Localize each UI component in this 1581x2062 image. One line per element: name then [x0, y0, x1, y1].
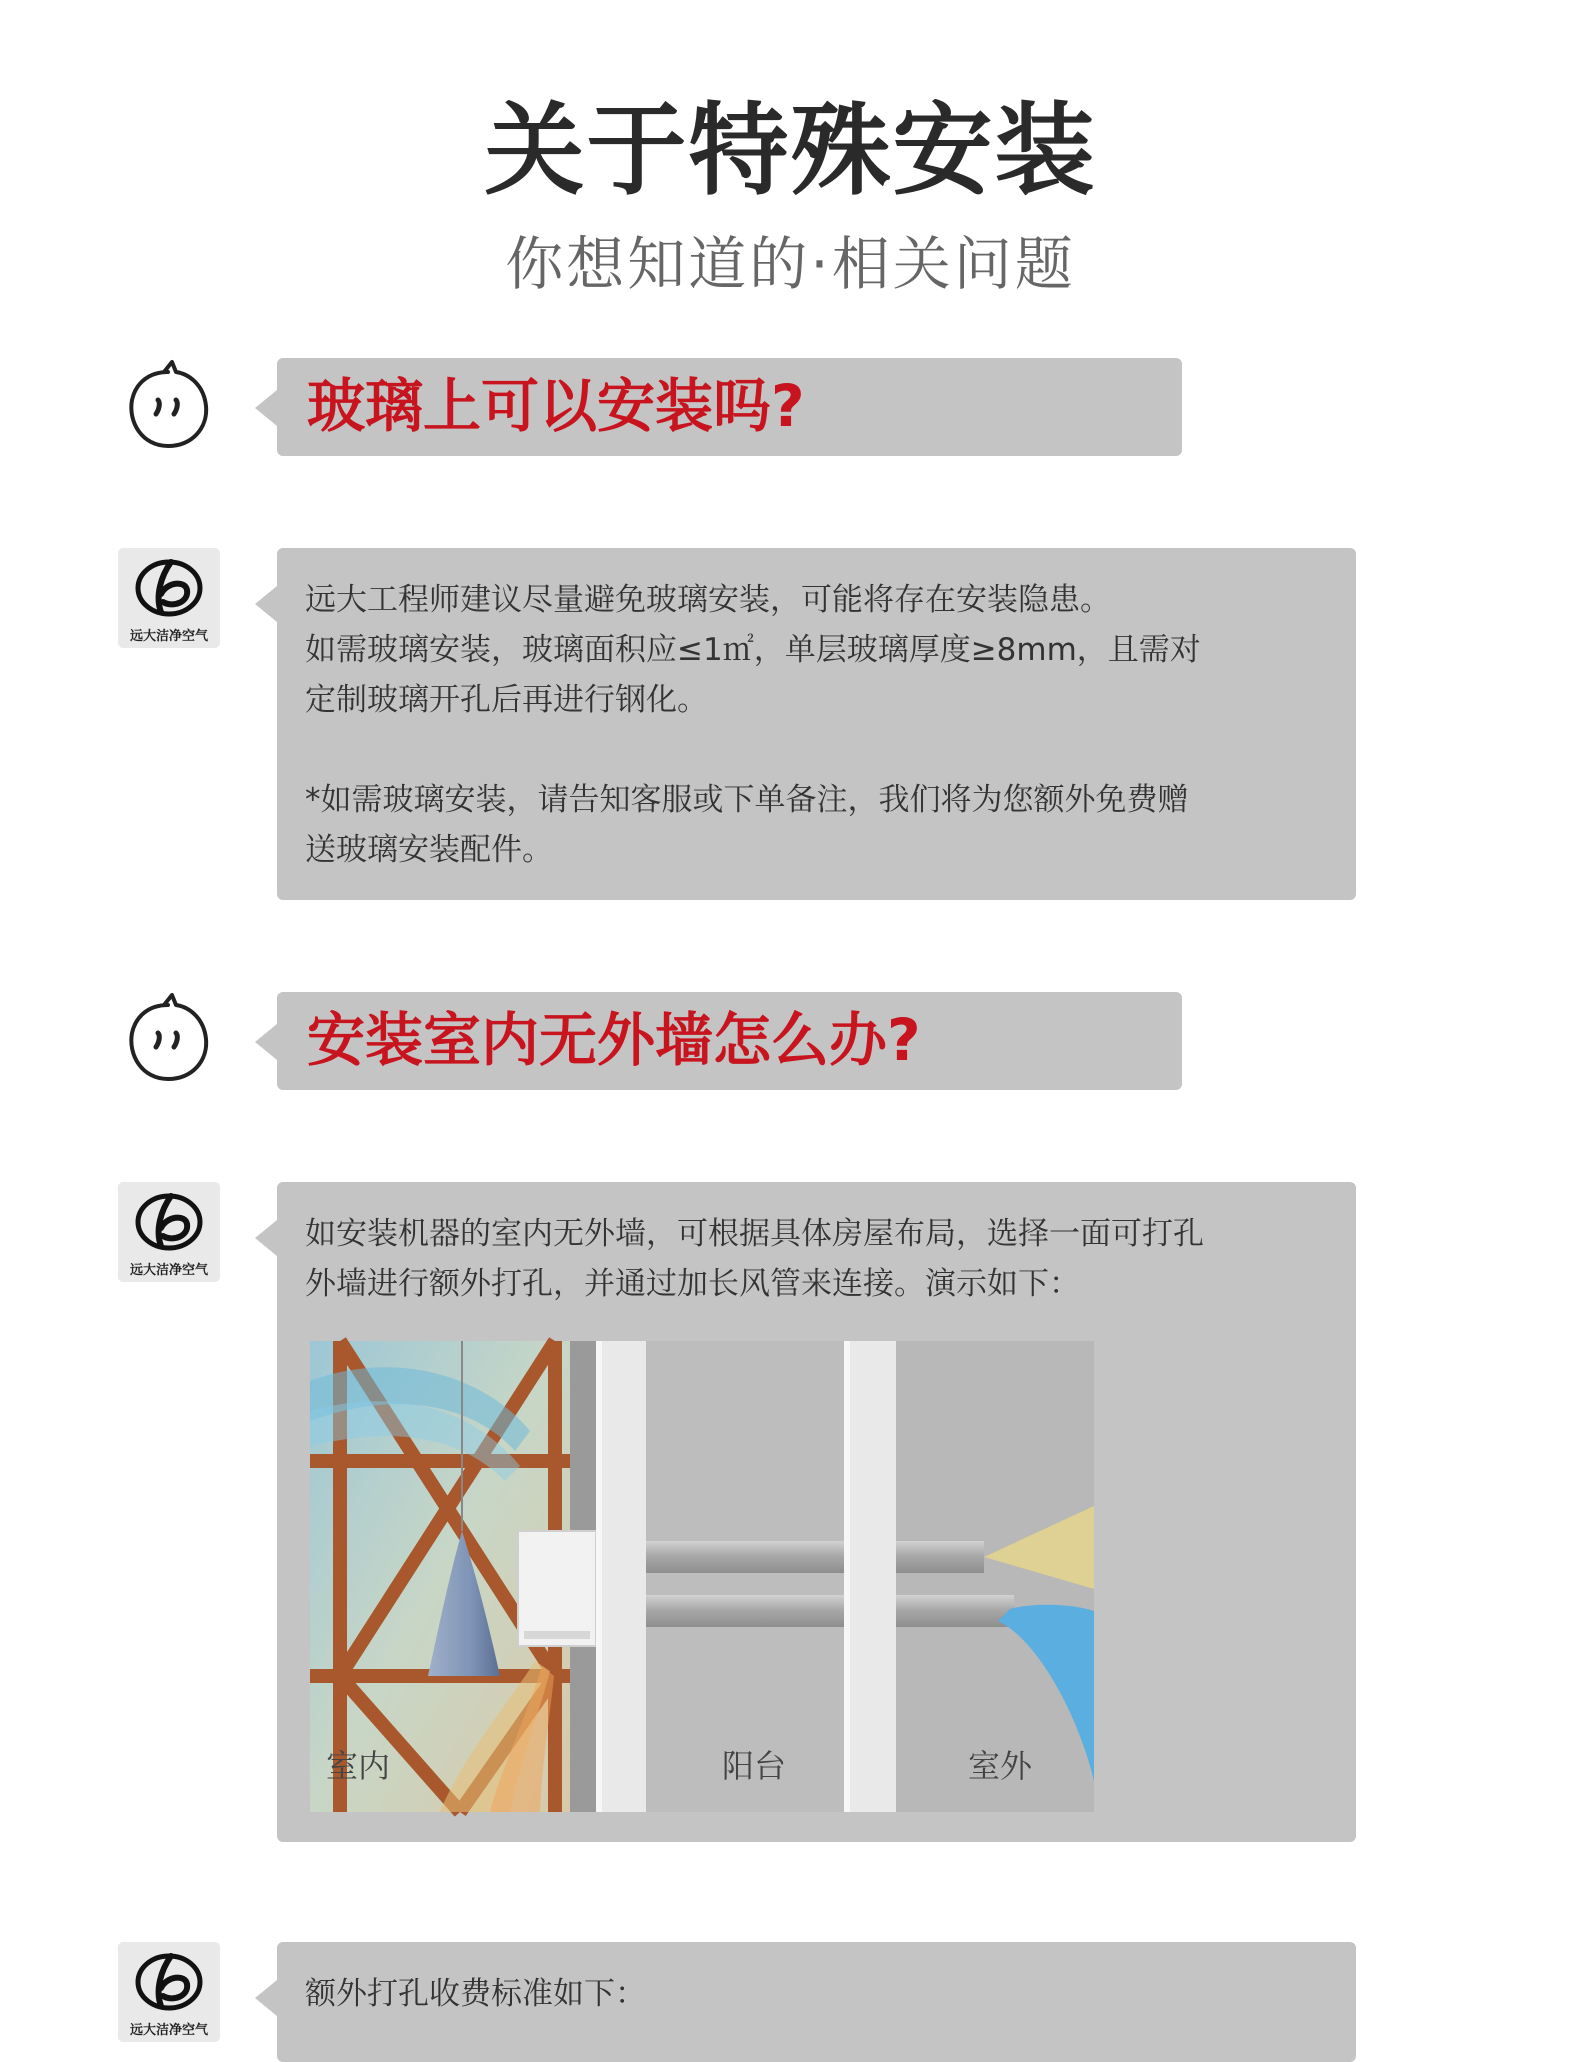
page-title: 关于特殊安装 [484, 92, 1097, 209]
answer-note-line: *如需玻璃安装，请告知客服或下单备注，我们将为您额外免费赠 [305, 782, 1189, 818]
brand-logo-text: 远大洁净空气 [129, 1263, 208, 1278]
brand-logo-icon [135, 1190, 203, 1254]
demo-label-indoor: 室内 [326, 1747, 391, 1785]
installation-demo-illustration [310, 1341, 1094, 1812]
question-bubble-no-outer-wall [277, 992, 1182, 1090]
answer-line: 定制玻璃开孔后再进行钢化。 [305, 682, 708, 718]
fee-text: 额外打孔收费标准如下： [305, 1976, 646, 2012]
answer-line: 如需玻璃安装，玻璃面积应≤1㎡，单层玻璃厚度≥8mm，且需对 [305, 632, 1201, 668]
demo-label-outdoor: 室外 [968, 1747, 1033, 1785]
question-avatar-icon [120, 360, 216, 456]
brand-logo [118, 548, 220, 648]
brand-logo-text: 远大洁净空气 [129, 629, 208, 644]
question-bubble-glass [277, 358, 1182, 456]
brand-logo-icon [135, 1950, 203, 2014]
answer-line: 远大工程师建议尽量避免玻璃安装，可能将存在安装隐患。 [305, 582, 1111, 618]
answer-line: 外墙进行额外打孔，并通过加长风管来连接。演示如下： [305, 1266, 1080, 1302]
answer-bubble-fee [277, 1942, 1356, 2062]
answer-line: 如安装机器的室内无外墙，可根据具体房屋布局，选择一面可打孔 [305, 1216, 1204, 1252]
question-text: 安装室内无外墙怎么办? [307, 1006, 921, 1074]
answer-bubble-glass [277, 548, 1356, 900]
brand-logo-text: 远大洁净空气 [129, 2023, 208, 2038]
brand-logo [118, 1942, 220, 2042]
question-avatar-icon [120, 993, 216, 1089]
answer-note-line: 送玻璃安装配件。 [305, 832, 553, 868]
page-subtitle: 你想知道的·相关问题 [505, 230, 1076, 298]
question-text: 玻璃上可以安装吗? [307, 372, 805, 440]
brand-logo [118, 1182, 220, 1282]
brand-logo-icon [135, 556, 203, 620]
demo-label-balcony: 阳台 [722, 1747, 787, 1785]
